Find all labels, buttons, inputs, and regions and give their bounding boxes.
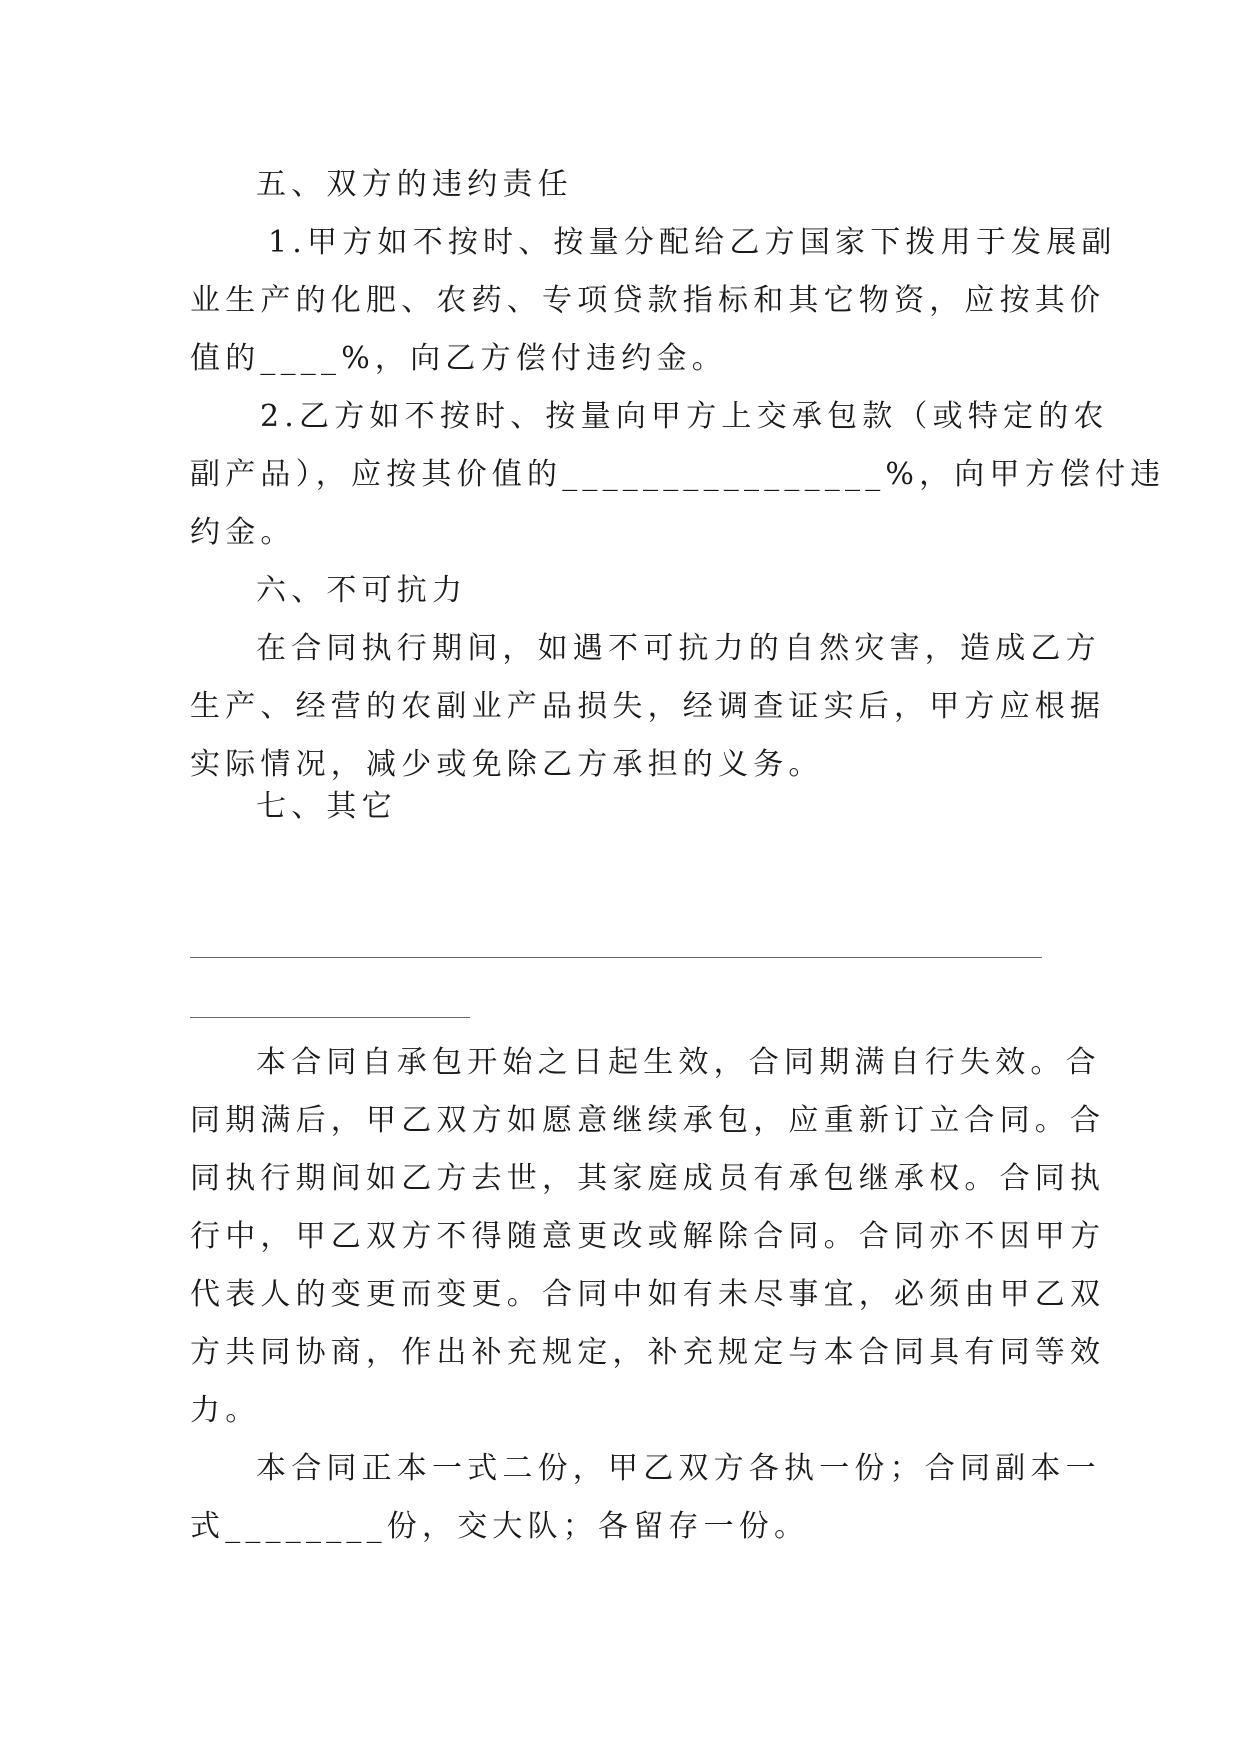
validity-line-5: 代表人的变更而变更。合同中如有未尽事宜，必须由甲乙双 bbox=[190, 1277, 1106, 1312]
breach-item-1-line-3: 值的____%，向乙方偿付违约金。 bbox=[190, 341, 727, 376]
force-majeure-paragraph bbox=[190, 620, 1106, 794]
other-terms-blank-line-2 bbox=[190, 1017, 470, 1018]
breach-item-2-line-3: 约金。 bbox=[190, 515, 296, 550]
breach-item-1-line-2: 业生产的化肥、农药、专项贷款指标和其它物资，应按其价 bbox=[190, 283, 1106, 318]
force-majeure-line-2: 生产、经营的农副业产品损失，经调查证实后，甲方应根据 bbox=[190, 689, 1106, 724]
breach-item-1 bbox=[190, 214, 1117, 388]
copies-line-2: 式________份，交大队；各留存一份。 bbox=[190, 1509, 810, 1544]
copies-paragraph bbox=[190, 1440, 1101, 1556]
breach-item-2-line-2: 副产品），应按其价值的________________%，向甲方偿付违 bbox=[190, 457, 1166, 492]
other-terms-blank-line-1 bbox=[190, 957, 1042, 958]
force-majeure-line-1: 在合同执行期间，如遇不可抗力的自然灾害，造成乙方 bbox=[256, 631, 1101, 666]
validity-line-7: 力。 bbox=[190, 1393, 261, 1428]
validity-paragraph bbox=[190, 1034, 1106, 1440]
validity-line-4: 行中，甲乙双方不得随意更改或解除合同。合同亦不因甲方 bbox=[190, 1219, 1106, 1254]
force-majeure-line-3: 实际情况，减少或免除乙方承担的义务。 bbox=[190, 747, 824, 782]
breach-item-1-line-1: 1.甲方如不按时、按量分配给乙方国家下拨用于发展副 bbox=[268, 225, 1117, 260]
breach-item-2-line-1: 2.乙方如不按时、按量向甲方上交承包款（或特定的农 bbox=[260, 399, 1109, 434]
validity-line-1: 本合同自承包开始之日起生效，合同期满自行失效。合 bbox=[256, 1045, 1101, 1080]
section-heading-breach-liability: 五、双方的违约责任 bbox=[256, 167, 573, 202]
copies-line-1: 本合同正本一式二份，甲乙双方各执一份；合同副本一 bbox=[256, 1451, 1101, 1486]
validity-line-3: 同执行期间如乙方去世，其家庭成员有承包继承权。合同执 bbox=[190, 1161, 1106, 1196]
breach-item-2 bbox=[190, 388, 1166, 562]
validity-line-6: 方共同协商，作出补充规定，补充规定与本合同具有同等效 bbox=[190, 1335, 1106, 1370]
validity-line-2: 同期满后，甲乙双方如愿意继续承包，应重新订立合同。合 bbox=[190, 1103, 1106, 1138]
section-heading-force-majeure: 六、不可抗力 bbox=[256, 573, 468, 608]
section-heading-other: 七、其它 bbox=[256, 789, 397, 824]
